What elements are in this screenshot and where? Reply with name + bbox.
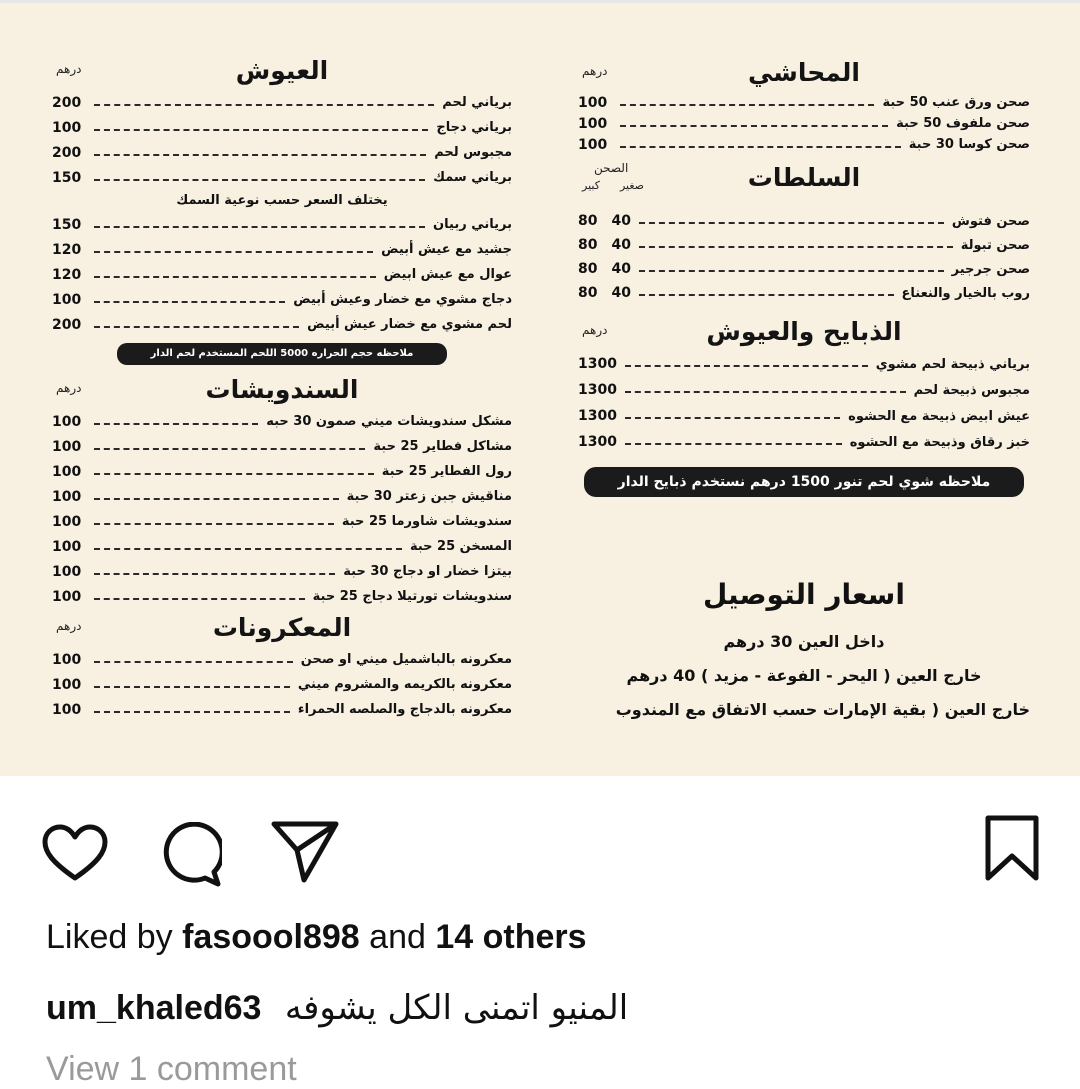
price-large: 80 xyxy=(578,237,598,253)
section-mahashi-header xyxy=(578,54,1030,92)
dot-leader xyxy=(639,246,953,248)
section-pasta-header xyxy=(52,609,512,647)
item-name: صحن فتوش xyxy=(951,213,1030,229)
menu-row xyxy=(52,287,512,312)
likes-and: and xyxy=(369,918,426,956)
menu-row xyxy=(52,647,512,672)
item-name: خبز رقاق وذبيحة مع الحشوه xyxy=(849,434,1030,450)
item-price: 1300 xyxy=(578,434,617,450)
item-name: معكرونه بالكريمه والمشروم ميني xyxy=(297,677,512,692)
menu-row xyxy=(52,484,512,509)
menu-row xyxy=(52,140,512,165)
dot-leader xyxy=(625,365,868,367)
price-large: 80 xyxy=(578,285,598,301)
item-name: سندويشات شاورما 25 حبة xyxy=(341,514,512,529)
menu-row xyxy=(578,403,1030,429)
price-large: 80 xyxy=(578,261,598,277)
share-icon[interactable] xyxy=(270,818,340,884)
menu-row xyxy=(52,312,512,337)
dot-leader xyxy=(639,222,944,224)
bookmark-icon[interactable] xyxy=(982,814,1042,882)
item-price: 100 xyxy=(578,136,608,153)
dot-leader xyxy=(625,443,842,445)
item-name: بيتزا خضار او دجاج 30 حبة xyxy=(343,564,512,579)
item-price: 100 xyxy=(52,438,82,455)
menu-row xyxy=(52,90,512,115)
menu-row xyxy=(52,434,512,459)
caption-text: المنيو اتمنى الكل يشوفه xyxy=(284,988,629,1028)
menu-row xyxy=(578,134,1030,155)
section-dhabayeh-header xyxy=(578,313,1030,351)
item-price: 150 xyxy=(52,169,82,186)
item-price: 150 xyxy=(52,216,82,233)
liker-username[interactable]: fasoool898 xyxy=(182,918,360,956)
menu-row xyxy=(52,262,512,287)
menu-row xyxy=(578,92,1030,113)
price-large: 80 xyxy=(578,213,598,229)
item-name: صحن كوسا 30 حبة xyxy=(908,137,1030,152)
item-price: 200 xyxy=(52,316,82,333)
item-prices xyxy=(578,237,631,253)
item-name: مشاكل فطاير 25 حبة xyxy=(373,439,512,454)
dot-leader xyxy=(94,276,376,278)
menu-row xyxy=(52,509,512,534)
item-name: برياني ذبيحة لحم مشوي xyxy=(875,356,1030,372)
item-price: 100 xyxy=(52,488,82,505)
dot-leader xyxy=(94,661,293,663)
item-name: دجاج مشوي مع خضار وعيش أبيض xyxy=(293,292,512,307)
item-name: لحم مشوي مع خضار عيش أبيض xyxy=(307,317,512,332)
item-price: 100 xyxy=(578,94,608,111)
dot-leader xyxy=(94,711,290,713)
item-price: 120 xyxy=(52,266,82,283)
post-action-bar xyxy=(0,812,1080,882)
section-title: السلطات xyxy=(747,163,861,192)
item-price: 100 xyxy=(52,413,82,430)
currency-label: درهم xyxy=(582,323,608,337)
section-mahashi-items xyxy=(578,92,1030,155)
menu-row xyxy=(52,559,512,584)
menu-row xyxy=(578,233,1030,257)
item-prices xyxy=(578,261,631,277)
delivery-line-3: خارج العين ( بقية الإمارات حسب الاتفاق مع المندوب xyxy=(615,700,1030,719)
menu-row xyxy=(52,584,512,609)
section-title: المحاشي xyxy=(748,58,860,87)
dot-leader xyxy=(94,326,299,328)
item-name: المسخن 25 حبة xyxy=(409,539,512,554)
item-name: عوال مع عيش ابيض xyxy=(383,267,512,282)
item-price: 100 xyxy=(52,701,82,718)
menu-row xyxy=(52,534,512,559)
item-name: معكرونه بالدجاج والصلصه الحمراء xyxy=(297,702,512,717)
item-name: سندويشات تورتيلا دجاج 25 حبة xyxy=(312,589,512,604)
dot-leader xyxy=(620,104,874,106)
menu-row xyxy=(52,697,512,722)
menu-row xyxy=(52,165,512,190)
item-name: برياني ربيان xyxy=(433,217,512,232)
item-name: معكرونه بالباشميل ميني او صحن xyxy=(300,652,512,667)
section-salads-header xyxy=(578,159,1030,209)
item-name: مجبوس ذبيحة لحم xyxy=(913,382,1030,398)
likes-prefix: Liked by xyxy=(46,918,173,956)
section-title: الذبايح والعيوش xyxy=(706,317,902,346)
dhabayeh-note-pill: ملاحظه شوي لحم تنور 1500 درهم نستخدم ذبايح الدار xyxy=(584,467,1024,497)
menu-row xyxy=(52,409,512,434)
section-sandwiches-header xyxy=(52,371,512,409)
section-ayoush-items xyxy=(52,90,512,365)
likes-others[interactable]: 14 others xyxy=(435,918,587,956)
delivery-line-1: داخل العين 30 درهم xyxy=(723,632,885,651)
dot-leader xyxy=(625,417,840,419)
item-price: 100 xyxy=(52,588,82,605)
view-comments-link[interactable]: View 1 comment xyxy=(46,1050,297,1088)
menu-row xyxy=(578,377,1030,403)
item-price: 100 xyxy=(52,291,82,308)
dot-leader xyxy=(94,154,426,156)
menu-row xyxy=(52,672,512,697)
item-price: 1300 xyxy=(578,356,617,372)
dot-leader xyxy=(94,573,335,575)
image-top-border xyxy=(0,0,1080,3)
currency-label: درهم xyxy=(56,619,82,633)
item-price: 120 xyxy=(52,241,82,258)
item-name: برياني دجاج xyxy=(436,120,512,135)
item-price: 100 xyxy=(52,463,82,480)
item-name: مجبوس لحم xyxy=(434,145,512,160)
delivery-prices xyxy=(578,578,1030,727)
dot-leader xyxy=(94,448,365,450)
item-price: 100 xyxy=(52,676,82,693)
dot-leader xyxy=(94,473,374,475)
item-name: عيش ابيض ذبيحة مع الحشوه xyxy=(848,408,1030,424)
item-price: 200 xyxy=(52,94,82,111)
dot-leader xyxy=(94,523,334,525)
dot-leader xyxy=(620,125,888,127)
delivery-title: اسعار التوصيل xyxy=(703,578,905,611)
item-name: صحن ورق عنب 50 حبة xyxy=(882,95,1030,110)
item-name: مناقيش جبن زعتر 30 حبة xyxy=(346,489,512,504)
item-price: 1300 xyxy=(578,408,617,424)
dot-leader xyxy=(639,270,944,272)
item-price: 100 xyxy=(52,513,82,530)
dot-leader xyxy=(639,294,894,296)
section-ayoush-header xyxy=(52,52,512,90)
section-title: المعكرونات xyxy=(212,613,352,642)
dot-leader xyxy=(94,179,425,181)
menu-row xyxy=(578,209,1030,233)
menu-row xyxy=(578,351,1030,377)
section-dhabayeh-items xyxy=(578,351,1030,497)
dot-leader xyxy=(94,104,434,106)
menu-row xyxy=(52,459,512,484)
price-small: 40 xyxy=(611,285,631,301)
dot-leader xyxy=(94,251,373,253)
size-large-label: كبير xyxy=(582,179,600,192)
size-small-label: صغير xyxy=(619,179,644,192)
section-salads-items xyxy=(578,209,1030,305)
dot-leader xyxy=(94,301,285,303)
heart-icon[interactable] xyxy=(42,824,108,884)
currency-label: درهم xyxy=(56,381,82,395)
dot-leader xyxy=(94,598,305,600)
item-name: برياني لحم xyxy=(442,95,512,110)
price-small: 40 xyxy=(611,213,631,229)
menu-row xyxy=(52,212,512,237)
dot-leader xyxy=(94,498,339,500)
caption-username[interactable]: um_khaled63 xyxy=(46,989,262,1027)
dot-leader xyxy=(620,146,901,148)
price-small: 40 xyxy=(611,261,631,277)
dot-leader xyxy=(625,391,906,393)
currency-label: درهم xyxy=(56,62,82,76)
dot-leader xyxy=(94,129,428,131)
dot-leader xyxy=(94,686,290,688)
item-prices xyxy=(578,285,631,301)
comment-icon[interactable] xyxy=(156,822,222,888)
item-name: مشكل سندويشات ميني صمون 30 حبه xyxy=(266,414,512,429)
plate-label: الصحن xyxy=(594,161,629,175)
item-price: 200 xyxy=(52,144,82,161)
menu-column-left xyxy=(52,52,512,722)
ayoush-note-pill: ملاحظه حجم الحراره 5000 اللحم المستخدم لحم الدار xyxy=(117,343,447,365)
section-sandwiches-items xyxy=(52,409,512,609)
size-labels xyxy=(578,179,648,192)
price-small: 40 xyxy=(611,237,631,253)
currency-label: درهم xyxy=(582,64,608,78)
section-pasta-items xyxy=(52,647,512,722)
dot-leader xyxy=(94,548,402,550)
dot-leader xyxy=(94,226,425,228)
menu-row xyxy=(578,429,1030,455)
menu-row xyxy=(578,281,1030,305)
item-name: روب بالخيار والنعناع xyxy=(901,285,1030,301)
delivery-line-2: خارج العين ( اليحر - الفوعة - مزيد ) 40 درهم xyxy=(626,666,982,685)
menu-column-right xyxy=(578,54,1030,503)
item-prices xyxy=(578,213,631,229)
menu-row xyxy=(578,113,1030,134)
item-name: جشيد مع عيش أبيض xyxy=(381,242,512,257)
fish-price-note: يختلف السعر حسب نوعية السمك xyxy=(176,193,388,208)
post-caption xyxy=(46,988,1046,1028)
likes-line xyxy=(46,918,587,957)
item-price: 100 xyxy=(52,651,82,668)
section-title: العيوش xyxy=(235,56,329,85)
section-title: السندويشات xyxy=(205,375,359,404)
item-name: رول الفطاير 25 حبة xyxy=(381,464,512,479)
item-price: 100 xyxy=(52,119,82,136)
item-price: 100 xyxy=(52,563,82,580)
menu-row xyxy=(578,257,1030,281)
menu-row xyxy=(52,237,512,262)
item-name: صحن تبولة xyxy=(960,237,1030,253)
item-name: صحن جرجير xyxy=(951,261,1030,277)
dot-leader xyxy=(94,423,258,425)
item-name: صحن ملفوف 50 حبة xyxy=(896,116,1030,131)
item-price: 100 xyxy=(52,538,82,555)
item-name: برياني سمك xyxy=(433,170,512,185)
item-price: 1300 xyxy=(578,382,617,398)
menu-row xyxy=(52,115,512,140)
item-price: 100 xyxy=(578,115,608,132)
